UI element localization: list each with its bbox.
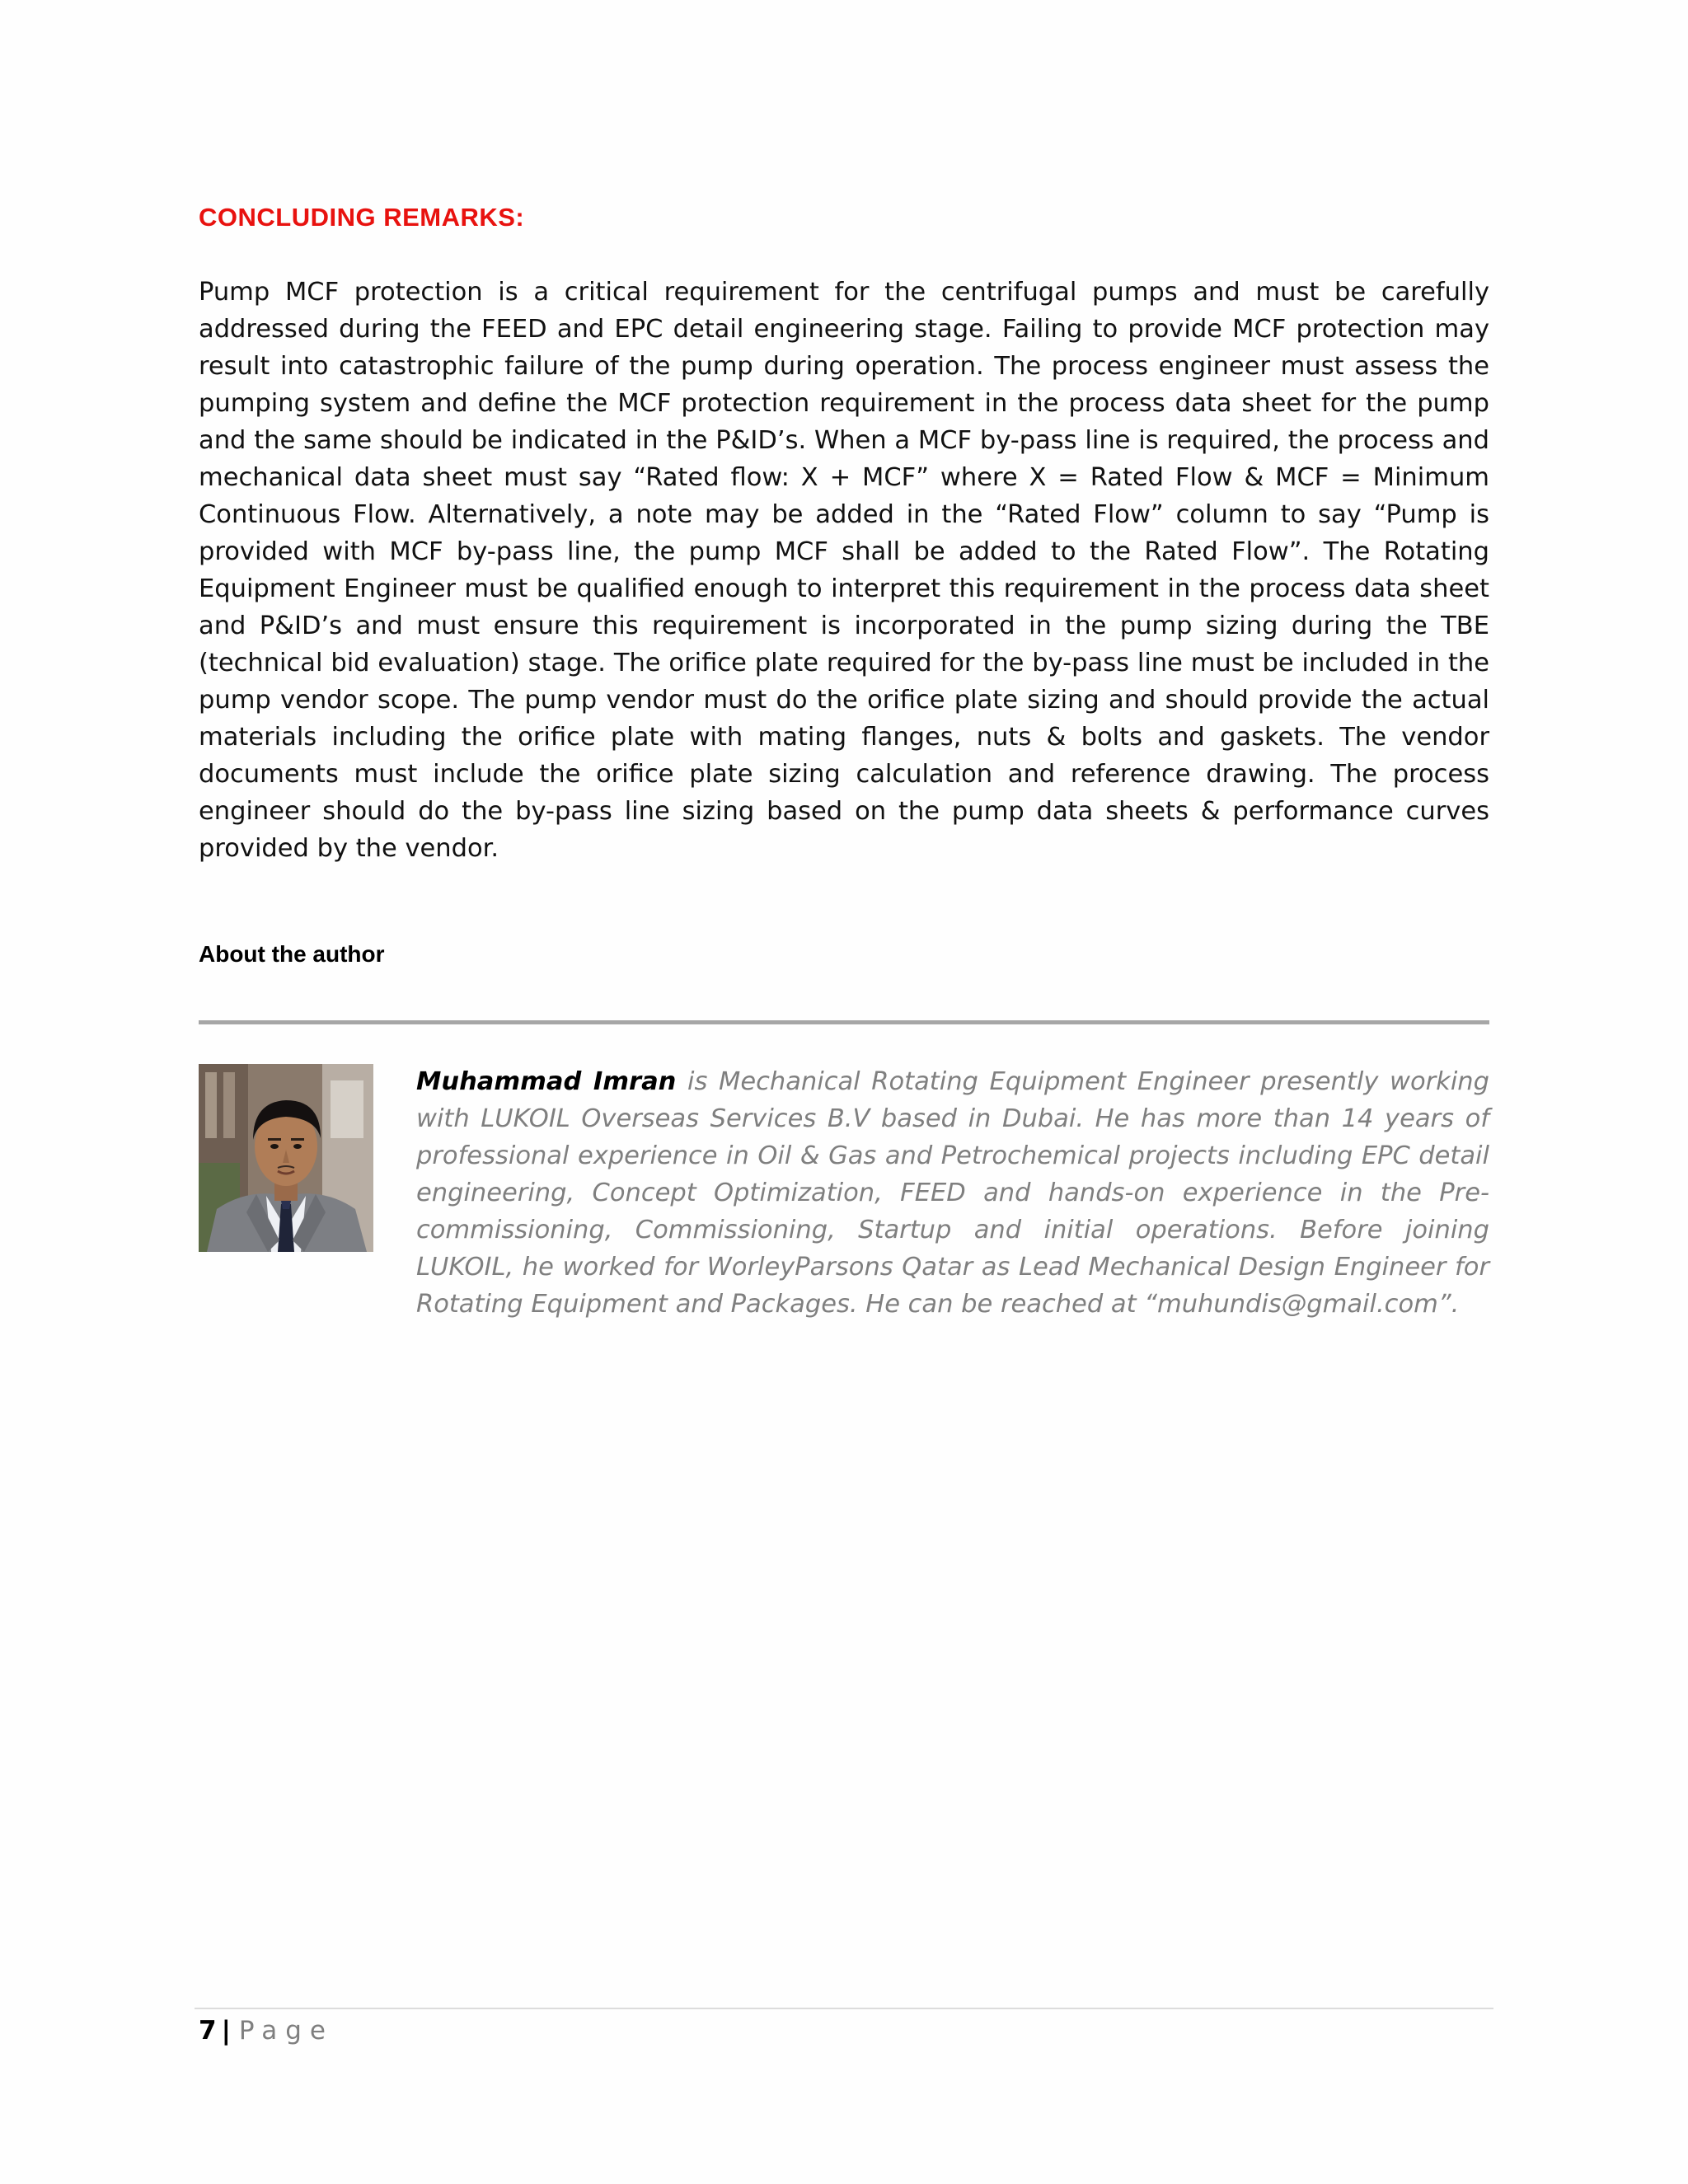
concluding-remarks-paragraph: Pump MCF protection is a critical requirement for the centrifugal pumps and must be carefully addressed during the FEED and EPC detail engineering stage. Failing to provide MCF protection may result into catastrophic failure of the pump during operation. The process engineer must assess the pumping system and define the MCF protection requirement in the process data sheet for the pump and the same should be indicated in the P&ID’s. When a MCF by-pass line is required, the process and mechanical data sheet must say “Rated flow: X + MCF” where X = Rated Flow & MCF = Minimum Continuous Flow. Alternatively, a note may be added in the “Rated Flow” column to say “Pump is provided with MCF by-pass line, the pump MCF shall be added to the Rated Flow”. The Rotating Equipment Engineer must be qualified enough to interpret this requirement in the process data sheet and P&ID’s and must ensure this requirement is incorporated in the pump sizing during the TBE (technical bid evaluation) stage. The orifice plate required for the by-pass line must be included in the pump vendor scope. The pump vendor must do the orifice plate sizing and should provide the actual materials including the orifice plate with mating flanges, nuts & bolts and gaskets. The vendor documents must include the orifice plate sizing calculation and reference drawing. The process engineer should do the by-pass line sizing based on the pump data sheets & performance curves provided by the vendor. [199,278,1489,863]
section-divider [199,1020,1489,1024]
page-label: Page [238,2016,334,2046]
author-bio [416,1063,1489,1323]
page-number: 7 [199,2016,217,2046]
page-separator: | [221,2016,231,2046]
page-footer [199,2013,334,2049]
concluding-remarks-heading: CONCLUDING REMARKS: [199,203,525,232]
about-author-heading: About the author [199,941,385,967]
footer-rule [195,2008,1493,2009]
author-bio-text: is Mechanical Rotating Equipment Engineer presently working with LUKOIL Overseas Services B.V based in Dubai. He has more than 14 years of professional experience in Oil & Gas and Petrochemical projects including EPC detail engineering, Concept Optimization, FEED and hands-on experience in the Pre-commissioning, Commissioning, Startup and initial operations. Before joining LUKOIL, he worked for WorleyParsons Qatar as Lead Mechanical Design Engineer for Rotating Equipment and Packages. He can be reached at “muhundis@gmail.com”. [416,1067,1489,1319]
author-photo [199,1064,373,1252]
author-name: Muhammad Imran [416,1067,677,1096]
